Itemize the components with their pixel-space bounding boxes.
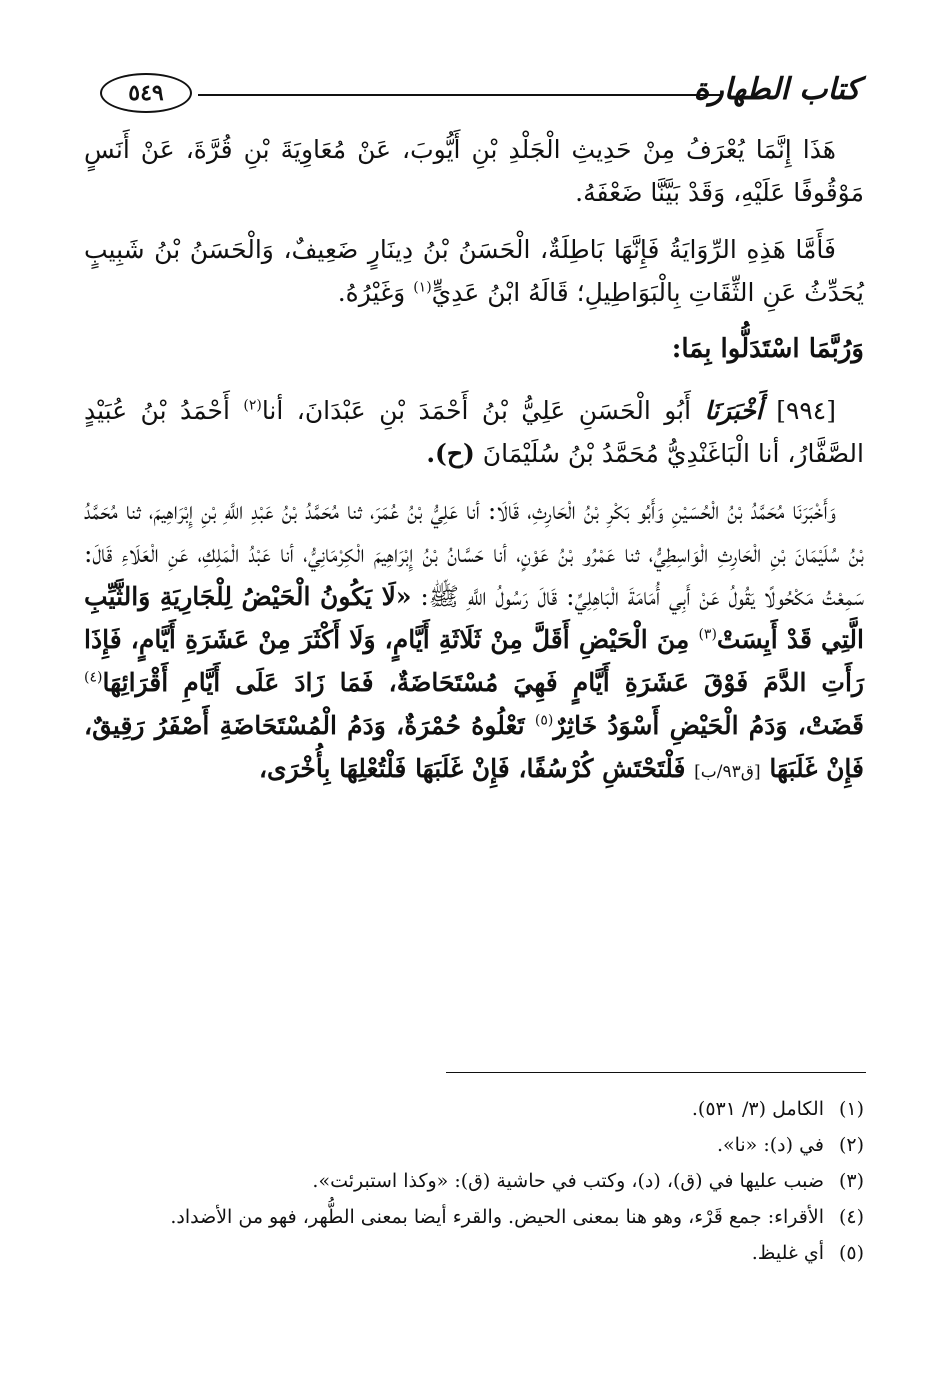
- page-header: [100, 68, 860, 116]
- hadith-text-5: فَلْتَحْتَشِ كُرْسُفًا، فَإِنْ غَلَبَهَا فَلْتُعْلِهَا بِأُخْرَى،: [258, 754, 695, 783]
- hadith-text-2: مِنَ الْحَيْضِ أَقَلَّ مِنْ ثَلَاثَةِ أَيَّامٍ، وَلَا أَكْثَرَ مِنْ عَشَرَةِ أَيَّامٍ، فَإِذَا رَأَتِ الدَّمَ فَوْقَ عَشَرَةِ أَيَّامٍ فَهِيَ مُسْتَحَاضَةٌ، فَمَا زَادَ عَلَى أَيَّامِ أَقْرَائِهَا: [84, 625, 864, 697]
- footnote-ref-1: (١): [413, 279, 432, 296]
- hadith-text-1: «لَا يَكُونُ الْحَيْضُ لِلْجَارِيَةِ وَالثَّيِّبِ الَّتِي قَدْ أَيِسَتْ: [84, 582, 864, 654]
- paragraph-2: [84, 228, 864, 314]
- page-number: ٥٤٩: [100, 73, 192, 113]
- footnote-number: (٥): [838, 1242, 864, 1264]
- footnote-separator: [446, 1072, 866, 1073]
- footnote-1: [84, 1092, 864, 1126]
- footnote-text: في (د): «نا».: [716, 1134, 824, 1156]
- running-title: كتاب الطهارة: [693, 72, 860, 107]
- footnote-number: (١): [838, 1098, 864, 1120]
- footnote-text: الأقراء: جمع قَرْء، وهو هنا بمعنى الحيض. والقرء أيضا بمعنى الطُّهر، فهو من الأضداد.: [170, 1206, 824, 1228]
- hadith-chain-b: أَحْمَدُ بْنُ عُبَيْدٍ الصَّفَّارُ، أنا الْبَاغَنْدِيُّ مُحَمَّدُ بْنُ سُلَيْمَانَ: [84, 396, 864, 468]
- main-text: [84, 128, 864, 808]
- akhbarana-word: أَخْبَرَنَا: [704, 396, 763, 425]
- tahwil-mark: (ح).: [426, 439, 475, 468]
- footnote-text: أي غليظ.: [751, 1242, 824, 1264]
- footnote-number: (٤): [838, 1206, 864, 1228]
- footnote-2: [84, 1128, 864, 1162]
- hadith-text-3: قَضَتْ، وَدَمُ الْحَيْضِ أَسْوَدُ خَاثِرٌ: [553, 711, 864, 740]
- footnote-text: ضبب عليها في (ق)، (د)، وكتب في حاشية (ق): «وكذا استبرئت».: [312, 1170, 824, 1192]
- hadith-994: [84, 389, 864, 475]
- footnote-ref-4: (٤): [84, 669, 103, 686]
- paragraph-3: [84, 489, 864, 794]
- footnote-ref-5: (٥): [534, 712, 554, 729]
- manuscript-ref: [ق٩٣/ب]: [694, 762, 761, 782]
- footnotes: [84, 1092, 864, 1272]
- footnote-ref-3: (٣): [698, 626, 717, 643]
- paragraph-2-text-a: فَأَمَّا هَذِهِ الرِّوَايَةُ فَإِنَّهَا بَاطِلَةٌ، الْحَسَنُ بْنُ دِينَارٍ ضَعِيفٌ، وَالْحَسَنُ بْنُ شَبِيبٍ يُحَدِّثُ عَنِ الثِّقَاتِ بِالْبَوَاطِيلِ؛ قَالَهُ ابْنُ عَدِيٍّ: [84, 235, 864, 307]
- paragraph-2-text-b: وَغَيْرُهُ.: [337, 278, 414, 307]
- paragraph-3-chain: وَأَخْبَرَنَا مُحَمَّدُ بْنُ الْحُسَيْنِ وَأَبُو بَكْرِ بْنُ الْحَارِثِ، قَالَا: أنا عَلِيُّ بْنُ عُمَرَ، ثنا مُحَمَّدُ بْنُ عَبْدِ اللَّهِ بْنِ إِبْرَاهِيمَ، ثنا مُحَمَّدُ بْنُ سُلَيْمَانَ بْنِ الْحَارِثِ الْوَاسِطِيُّ، ثنا عَمْرُو بْنُ عَوْنٍ، أنا حَسَّانُ بْنُ إِبْرَاهِيمَ الْكِرْمَانِيُّ، أنا عَبْدُ الْمَلِكِ، عَنِ الْعَلَاءِ قَالَ: سَمِعْتُ مَكْحُولًا يَقُولُ عَنْ أَبِي أُمَامَةَ الْبَاهِلِيِّ: قَالَ رَسُولُ اللَّهِ ﷺ:: [84, 496, 865, 611]
- paragraph-1: هَذَا إِنَّمَا يُعْرَفُ مِنْ حَدِيثِ الْجَلْدِ بْنِ أَيُّوبَ، عَنْ مُعَاوِيَةَ بْنِ قُرَّةَ، عَنْ أَنَسٍ مَوْقُوفًا عَلَيْهِ، وَقَدْ بَيَّنَّا ضَعْفَهُ.: [84, 135, 864, 207]
- footnote-number: (٢): [838, 1134, 864, 1156]
- hadith-chain-a: أَبُو الْحَسَنِ عَلِيُّ بْنُ أَحْمَدَ بْنِ عَبْدَانَ، أنا: [261, 396, 705, 425]
- footnote-3: [84, 1164, 864, 1198]
- footnote-ref-2: (٢): [243, 397, 262, 414]
- footnote-text: الكامل (٣/ ٥٣١).: [691, 1098, 824, 1120]
- footnote-4: [84, 1200, 864, 1234]
- hadith-number: [٩٩٤]: [776, 396, 837, 425]
- footnote-number: (٣): [838, 1170, 864, 1192]
- footnote-5: [84, 1236, 864, 1270]
- lead-in-heading: وَرُبَّمَا اسْتَدَلُّوا بِمَا:: [671, 334, 864, 364]
- header-rule: [198, 94, 720, 96]
- hadith-text-4: تَعْلُوهُ حُمْرَةٌ، وَدَمُ الْمُسْتَحَاضَةِ أَصْفَرُ رَقِيقٌ، فَإِنْ غَلَبَهَا: [84, 711, 864, 783]
